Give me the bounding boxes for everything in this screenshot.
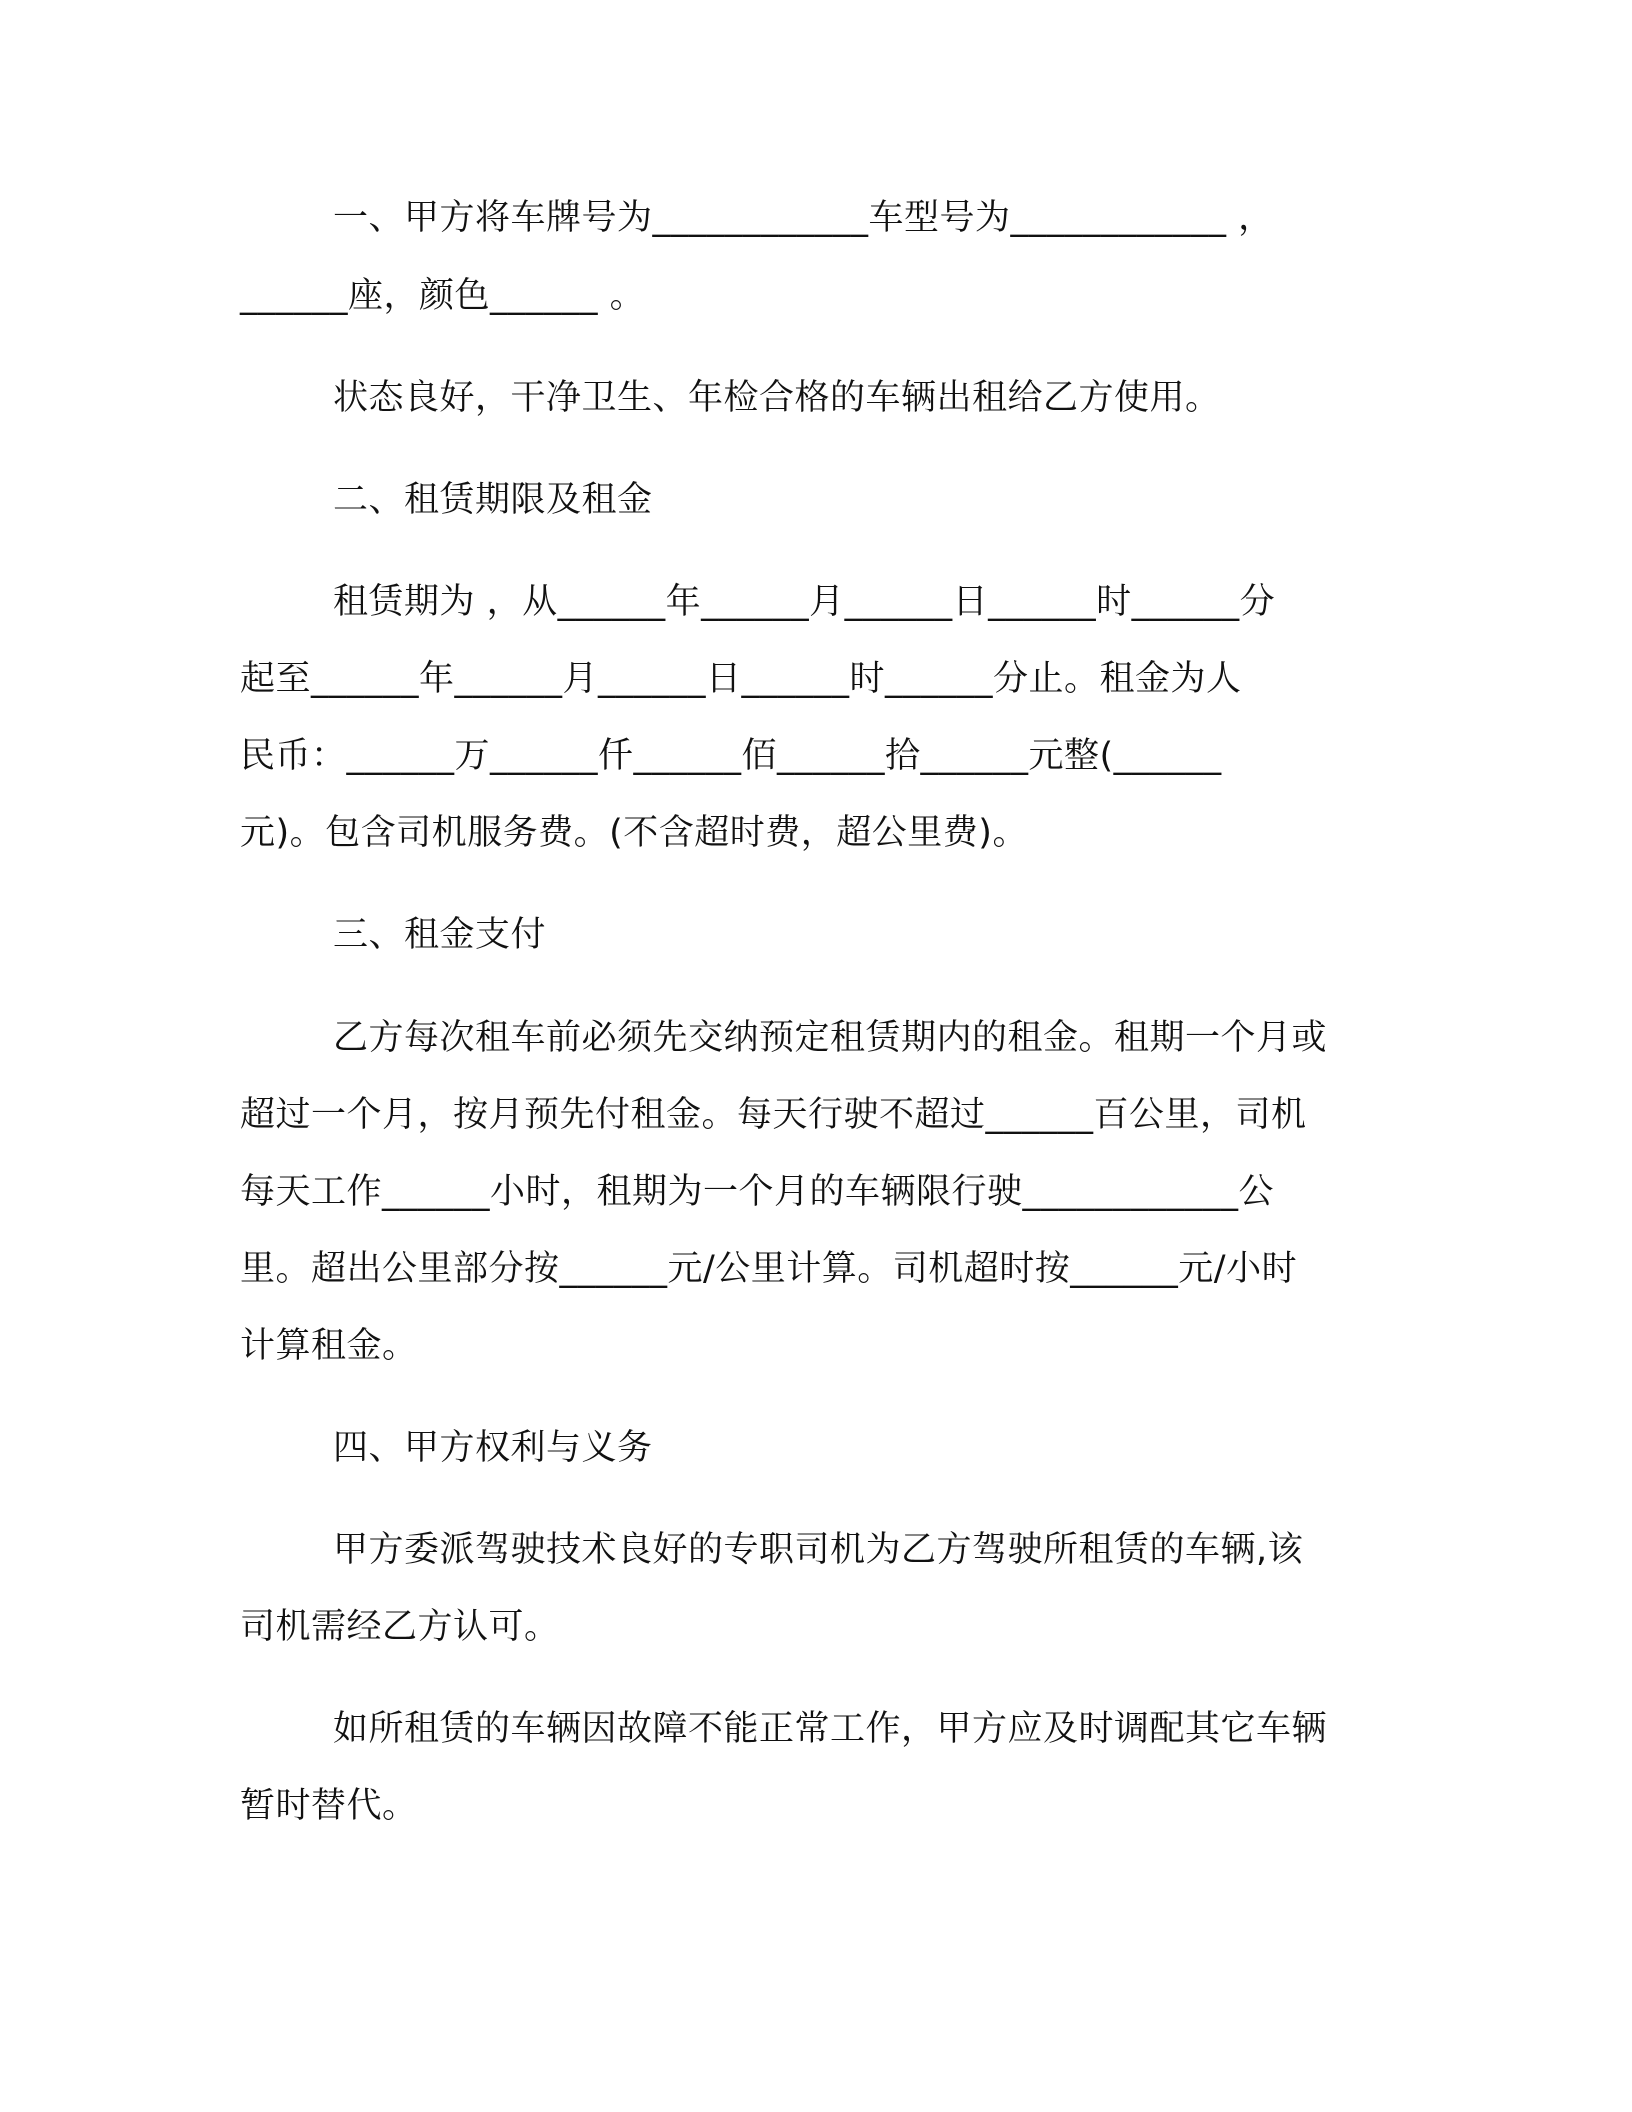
clause-1-line-2: ______座，颜色______ 。 bbox=[240, 276, 646, 316]
lease-term-line-4: 元)。包含司机服务费。(不含超时费，超公里费)。 bbox=[240, 813, 1028, 853]
rights-line-1: 甲方委派驾驶技术良好的专职司机为乙方驾驶所租赁的车辆,该 bbox=[333, 1530, 1304, 1570]
clause-1-line-1: 一、甲方将车牌号为____________车型号为____________ ， bbox=[333, 198, 1274, 238]
payment-line-2: 超过一个月，按月预先付租金。每天行驶不超过______百公里，司机 bbox=[240, 1095, 1307, 1135]
rights-line-3: 如所租赁的车辆因故障不能正常工作，甲方应及时调配其它车辆 bbox=[333, 1709, 1328, 1749]
rights-line-2: 司机需经乙方认可。 bbox=[240, 1607, 560, 1647]
section-heading-2: 二、租赁期限及租金 bbox=[333, 480, 653, 520]
lease-term-line-3: 民币：______万______仟______佰______拾______元整(______ bbox=[240, 736, 1222, 776]
rights-line-4: 暂时替代。 bbox=[240, 1786, 418, 1826]
payment-line-1: 乙方每次租车前必须先交纳预定租赁期内的租金。租期一个月或 bbox=[333, 1018, 1328, 1058]
payment-line-5: 计算租金。 bbox=[240, 1326, 418, 1366]
section-heading-3: 三、租金支付 bbox=[333, 915, 547, 955]
payment-line-4: 里。超出公里部分按______元/公里计算。司机超时按______元/小时 bbox=[240, 1249, 1298, 1289]
lease-term-line-2: 起至______年______月______日______时______分止。租金为人 bbox=[240, 659, 1242, 699]
clause-1-line-3: 状态良好，干净卫生、年检合格的车辆出租给乙方使用。 bbox=[333, 378, 1221, 418]
section-heading-4: 四、甲方权利与义务 bbox=[333, 1428, 653, 1468]
payment-line-3: 每天工作______小时，租期为一个月的车辆限行驶____________公 bbox=[240, 1172, 1275, 1212]
lease-term-line-1: 租赁期为 ，从______年______月______日______时______分 bbox=[333, 582, 1276, 622]
